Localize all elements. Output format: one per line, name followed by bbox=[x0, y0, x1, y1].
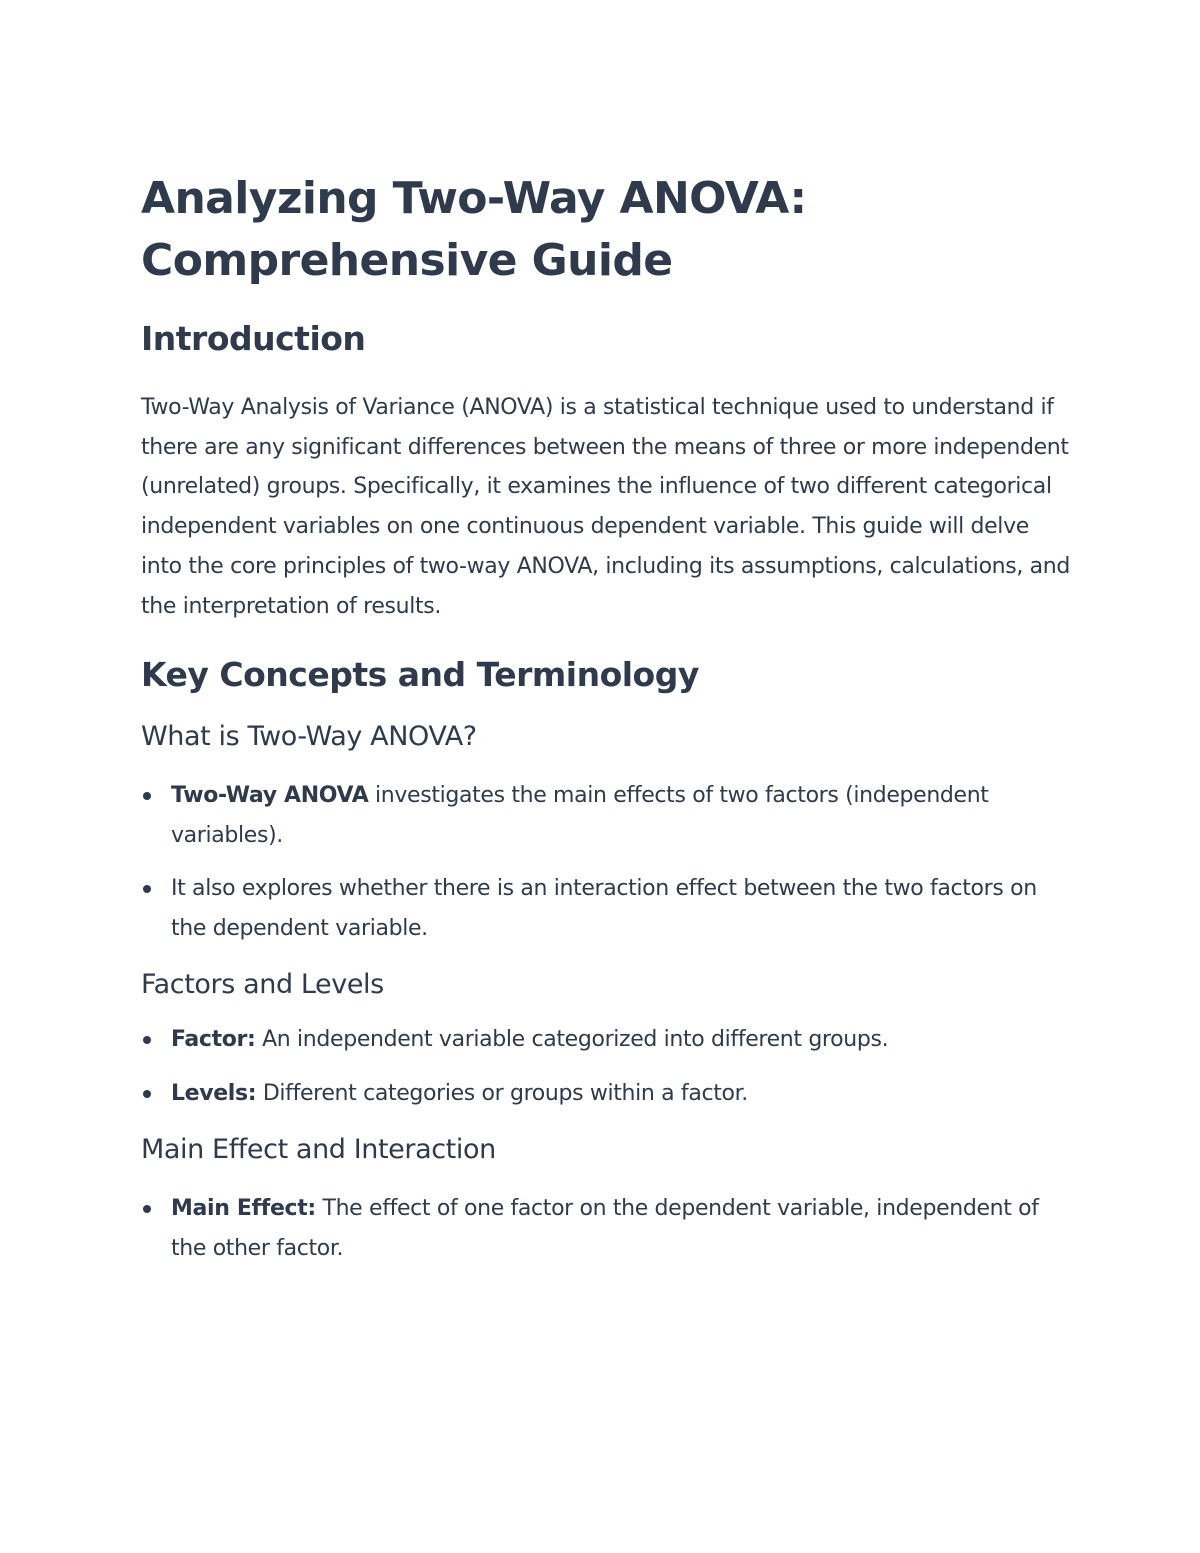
list-item-text: Different categories or groups within a factor. bbox=[256, 1080, 748, 1106]
what-is-list bbox=[141, 776, 1071, 948]
list-item bbox=[141, 1020, 1071, 1060]
bullet-icon bbox=[143, 1036, 151, 1044]
main-effect-heading: Main Effect and Interaction bbox=[141, 1134, 496, 1166]
main-effect-list bbox=[141, 1189, 1071, 1268]
list-item bbox=[141, 1189, 1071, 1268]
list-item-text: It also explores whether there is an interaction effect between the two factors on the dependent variable. bbox=[171, 876, 1037, 941]
introduction-heading: Introduction bbox=[141, 319, 366, 358]
factors-levels-list bbox=[141, 1020, 1071, 1113]
list-item-term: Levels: bbox=[171, 1080, 257, 1106]
bullet-icon bbox=[143, 792, 151, 800]
document-content bbox=[141, 168, 1071, 1268]
key-concepts-heading: Key Concepts and Terminology bbox=[141, 655, 699, 695]
bullet-icon bbox=[143, 885, 151, 893]
list-item-term: Factor: bbox=[171, 1027, 256, 1053]
title-line-2: Comprehensive Guide bbox=[141, 235, 673, 286]
bullet-icon bbox=[143, 1205, 151, 1213]
list-item bbox=[141, 869, 1071, 948]
factors-levels-heading: Factors and Levels bbox=[141, 969, 384, 1001]
bullet-icon bbox=[143, 1090, 151, 1098]
list-item-text: investigates the main effects of two factors (independent variables). bbox=[171, 783, 989, 848]
list-item-term: Main Effect: bbox=[171, 1196, 316, 1222]
what-is-heading: What is Two-Way ANOVA? bbox=[141, 721, 477, 753]
list-item-term: Two-Way ANOVA bbox=[171, 783, 369, 809]
list-item-text: The effect of one factor on the dependent variable, independent of the other factor. bbox=[171, 1196, 1039, 1261]
document-title bbox=[141, 168, 1071, 292]
list-item bbox=[141, 1074, 1071, 1114]
list-item bbox=[141, 776, 1071, 855]
introduction-paragraph: Two-Way Analysis of Variance (ANOVA) is a statistical technique used to understand if there are any significant differences between the means of three or more independent (unrelated) groups. Specifically, it examines the influence of two different categorical independent variables on one continuous dependent variable. This guide will delve into the core principles of two-way ANOVA, including its assumptions, calculations, and the interpretation of results. bbox=[141, 395, 1071, 619]
title-line-1: Analyzing Two-Way ANOVA: bbox=[141, 173, 807, 224]
list-item-text: An independent variable categorized into different groups. bbox=[255, 1027, 889, 1053]
